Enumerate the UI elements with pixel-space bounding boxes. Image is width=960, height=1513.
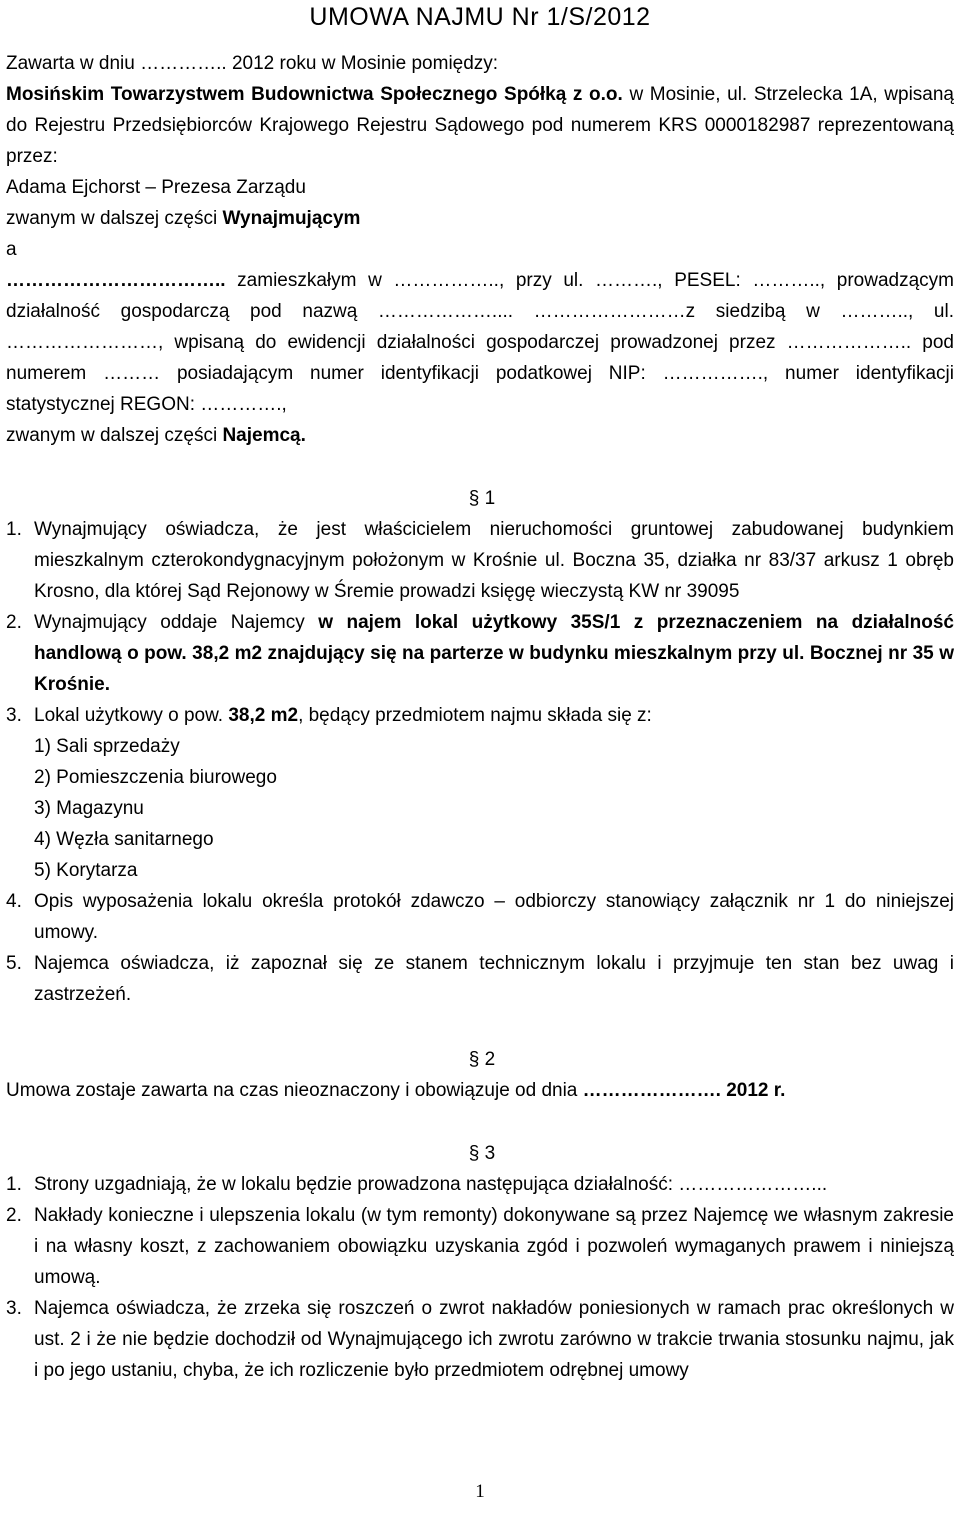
section-heading-2 [10,1044,954,1075]
room-item: 4) Węzła sanitarnego [34,829,214,850]
tenant-alias [6,420,954,451]
item-number: 1. [6,1174,22,1195]
landlord-description [6,79,954,172]
list-item [6,607,954,700]
landlord-details: w Mosinie, ul. Strzelecka 1A, wpisaną do Rejestru Przedsiębiorców Krajowego Rejestru Sądowego pod numerem KRS 0000182987 reprezentowaną przez: [6,84,954,167]
item-number: 4. [6,891,22,912]
list-item [6,700,954,886]
list-item [6,514,954,607]
landlord-name: Mosińskim Towarzystwem Budownictwa Społecznego Spółką z o.o. [6,84,623,105]
tenant-alias-name: Najemcą. [222,425,306,446]
document-page [6,0,954,1386]
section-number: 1 [484,488,496,509]
item-number: 5. [6,953,22,974]
room-list [34,731,954,886]
section-3-list [6,1169,954,1386]
contract-term [6,1075,954,1106]
page-number: 1 [475,1481,485,1502]
representative-line: Adama Ejchorst – Prezesa Zarządu [6,177,306,198]
item-text-bold: 38,2 m2 [228,705,299,726]
item-text: Opis wyposażenia lokalu określa protokół zdawczo – odbiorczy stanowiący załącznik nr 1 do niniejszej umowy. [34,891,954,943]
conjunction: a [6,239,17,260]
tenant-description [6,265,954,420]
item-number: 2. [6,612,22,633]
document-title: UMOWA NAJMU Nr 1/S/2012 [309,3,651,31]
list-item [6,1169,954,1200]
room-item: 3) Magazynu [34,798,144,819]
item-text-bold: w najem lokal użytkowy 35S/1 z przeznaczeniem na działalność handlową o pow. 38,2 m2 znajdujący się na parterze w budynku mieszkalnym przy ul. Bocznej nr 35 w Krośnie. [34,612,954,695]
section-number: 2 [484,1049,496,1070]
section-number: 3 [484,1143,496,1164]
room-item: 5) Korytarza [34,860,138,881]
item-text: Wynajmujący oddaje Najemcy [34,612,319,633]
item-number: 1. [6,519,22,540]
section-heading-1 [10,483,954,514]
item-number: 3. [6,1298,22,1319]
item-text: Najemca oświadcza, iż zapoznał się ze stanem technicznym lokalu i przyjmuje ten stan bez uwag i zastrzeżeń. [34,953,954,1005]
contract-date-line: Zawarta w dniu ………….. 2012 roku w Mosinie pomiędzy: [6,53,499,74]
item-text: Nakłady konieczne i ulepszenia lokalu (w tym remonty) dokonywane są przez Najemcę we własnym zakresie i na własny koszt, z zachowaniem obowiązku uzyskania zgód i pozwoleń wymaganych prawem i niniejszą umową. [34,1205,954,1288]
section-symbol: § [468,488,480,509]
landlord-alias-name: Wynajmującym [222,208,361,229]
section-symbol: § [468,1049,480,1070]
item-text: Lokal użytkowy o pow. [34,705,229,726]
item-text: Strony uzgadniają, że w lokalu będzie prowadzona następująca działalność: …………………... [34,1174,828,1195]
alias-prefix: zwanym w dalszej części [6,425,223,446]
alias-prefix: zwanym w dalszej części [6,208,223,229]
item-text: Najemca oświadcza, że zrzeka się roszczeń o zwrot nakładów poniesionych w ramach prac określonych w ust. 2 i że nie będzie dochodził od Wynajmującego ich zwrotu zarówno w trakcie trwania stosunku najmu, jak i po jego ustaniu, chyba, że ich rozliczenie było przedmiotem odrębnej umowy [34,1298,954,1381]
landlord-alias [6,203,954,234]
item-number: 2. [6,1205,22,1226]
item-text: Wynajmujący oświadcza, że jest właścicielem nieruchomości gruntowej zabudowanej budynkiem mieszkalnym czterokondygnacyjnym położonym w Krośnie ul. Boczna 35, działka nr 83/37 arkusz 1 obręb Krosno, dla której Sąd Rejonowy w Śremie prowadzi księgę wieczystą KW nr 39095 [34,519,954,602]
section-symbol: § [468,1143,480,1164]
tenant-name-placeholder: …………………………….. [6,270,226,291]
section-heading-3 [10,1138,954,1169]
list-item [6,886,954,948]
room-item: 2) Pomieszczenia biurowego [34,767,277,788]
room-item: 1) Sali sprzedaży [34,736,180,757]
term-text: Umowa zostaje zawarta na czas nieoznaczony i obowiązuje od dnia [6,1080,583,1101]
parties-block [6,48,954,451]
item-number: 3. [6,705,22,726]
list-item [6,1293,954,1386]
tenant-details: zamieszkałym w …………….., przy ul. ………., PESEL: ……….., prowadzącym działalność gospodarczą pod nazwą ……………….... ……………………z siedzibą w ……….., ul. ……………………, wpisaną do ewidencji działalności gospodarczej prowadzonej przez ……………….. pod numerem ……… posiadającym numer identyfikacji podatkowej NIP: ……………., numer identyfikacji statystycznej REGON: …………., [6,270,954,415]
section-1-list [6,514,954,1010]
term-date: …………………. 2012 r. [582,1080,786,1101]
list-item [6,948,954,1010]
item-text: , będący przedmiotem najmu składa się z: [298,705,652,726]
list-item [6,1200,954,1293]
